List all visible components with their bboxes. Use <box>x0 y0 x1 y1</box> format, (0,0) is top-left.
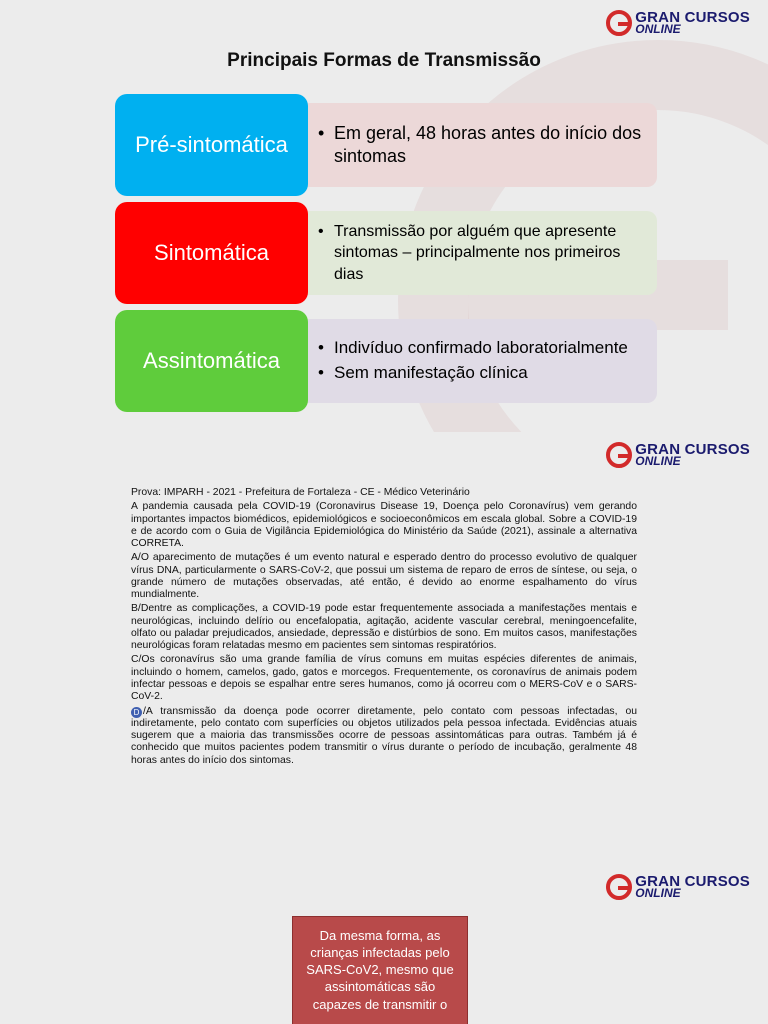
brand-line2: ONLINE <box>635 454 681 469</box>
bullet-item: • Indivíduo confirmado laboratorialmente <box>318 336 647 361</box>
row-label-box: Assintomática <box>115 310 308 412</box>
row-label-box: Sintomática <box>115 202 308 304</box>
slide-title: Principais Formas de Transmissão <box>227 50 541 71</box>
row-description <box>300 319 657 403</box>
option-d-text: /A transmissão da doença pode ocorrer diretamente, pelo contato com pessoas infectadas, ou indiretamente, pelo contato com superfícies ou objetos utilizados pela pessoa infectada. Evidências atuais sugerem que a maioria das transmissões ocorre de pessoas assintomáticas para outras. Também já é conhecido que muitos pacientes podem transmitir o vírus durante o período de incubação, geralmente 48 horas antes do início dos sintomas. <box>131 705 637 766</box>
brand-line1: GRAN CURSOS <box>635 8 750 26</box>
option-c: C/Os coronavírus são uma grande família de vírus comuns em muitas espécies diferentes de animais, incluindo o homem, camelos, gado, gatos e morcegos. Frequentemente, os coronavírus de animais podem infectar pessoas e depois se espalhar entre seres humanos, como já ocorreu com o MERS-CoV e o SARS-CoV-2. <box>131 654 637 703</box>
slide-transmission-forms <box>0 0 768 432</box>
option-d <box>131 706 637 767</box>
brand-line2: ONLINE <box>635 886 681 901</box>
row-description <box>300 211 657 295</box>
transmission-row-symptomatic <box>115 202 660 304</box>
g-logo-icon <box>606 874 632 900</box>
bullet-item: • Em geral, 48 horas antes do início dos sintomas <box>318 122 647 169</box>
brand-line1: GRAN CURSOS <box>635 440 750 458</box>
brand-logo <box>606 10 750 36</box>
bullet-item: • Transmissão por alguém que apresente sintomas – principalmente nos primeiros dias <box>318 221 647 286</box>
transmission-row-asymptomatic <box>115 310 660 412</box>
transmission-row-pre-symptomatic <box>115 94 660 196</box>
exam-question <box>131 487 637 769</box>
brand-logo <box>606 442 750 468</box>
question-source: Prova: IMPARH - 2021 - Prefeitura de Fortaleza - CE - Médico Veterinário <box>131 487 470 498</box>
g-logo-icon <box>606 442 632 468</box>
option-a: A/O aparecimento de mutações é um evento natural e esperado dentro do processo evolutivo de qualquer vírus DNA, particularmente o SARS-CoV-2, que possui um sistema de reparo de erros de síntese, ou seja, o grande número de mutações observadas, até então, é devido ao enorme espalhamento do vírus mundialmente. <box>131 552 637 601</box>
brand-line1: GRAN CURSOS <box>635 872 750 890</box>
brand-line2: ONLINE <box>635 22 681 37</box>
question-statement: A pandemia causada pela COVID-19 (Coronavirus Disease 19, Doença pelo Coronavírus) vem gerando importantes impactos biomédicos, epidemiológicos e socioeconômicos em escala global. Sobre a COVID-19 e de acordo com o Guia de Vigilância Epidemiológica do Ministério da Saúde (2021), assinale a alternativa CORRETA. <box>131 501 637 550</box>
row-description <box>300 103 657 187</box>
brand-logo <box>606 874 750 900</box>
row-label-box: Pré-sintomática <box>115 94 308 196</box>
slide-children-note <box>0 864 768 1024</box>
bullet-item: • Sem manifestação clínica <box>318 361 647 386</box>
slide-exam-question <box>0 432 768 864</box>
option-b: B/Dentre as complicações, a COVID-19 pode estar frequentemente associada a manifestações mentais e neurológicas, incluindo delírio ou encefalopatia, agitação, acidente vascular cerebral, meningoencefalite, olfato ou paladar prejudicados, ansiedade, depressão e distúrbios de sono. Em muitos casos, manifestações neurológicas foram relatadas mesmo em pacientes sem sintomas respiratórios. <box>131 603 637 652</box>
g-logo-icon <box>606 10 632 36</box>
note-box: Da mesma forma, as crianças infectadas pelo SARS-CoV2, mesmo que assintomáticas são capazes de transmitir o <box>292 916 468 1024</box>
answer-marker: D <box>131 707 142 718</box>
